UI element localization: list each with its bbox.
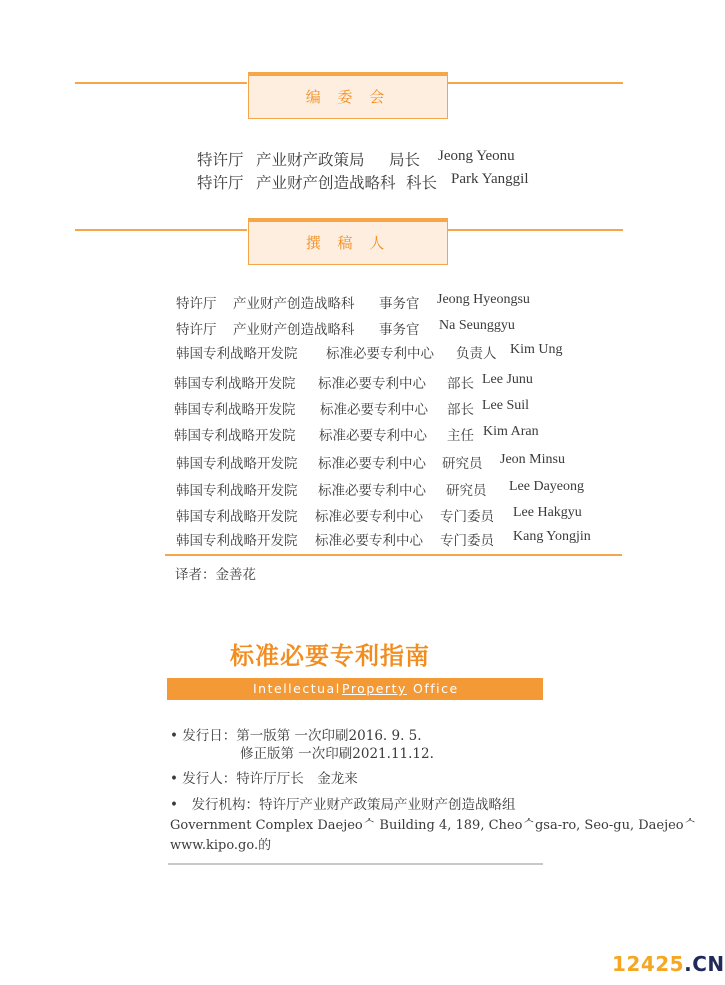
publication-title: 标准必要专利指南 xyxy=(230,642,430,670)
ipo-banner: Intellectual Property Office xyxy=(167,678,543,700)
publication-bottom-rule xyxy=(168,863,543,865)
top-rule-right xyxy=(448,82,623,84)
writer-row: 韩国专利战略开发院 标准必要专利中心 主任 Kim Aran xyxy=(174,424,539,444)
website: www.kipo.go.的 xyxy=(170,838,272,853)
publisher: • 发行人：特许厅厅长 金龙来 xyxy=(170,771,358,787)
editor-row: 特许厅 产业财产政策局 局长 Jeong Yeonu xyxy=(197,148,515,169)
editorial-heading: 编 委 会 xyxy=(248,72,448,119)
writer-row: 特许厅 产业财产创造战略科 事务官 Jeong Hyeongsu xyxy=(176,292,530,312)
agency: • 发行机构：特许厅产业财产政策局产业财产创造战略组 xyxy=(170,797,516,813)
writers-heading: 撰 稿 人 xyxy=(248,218,448,265)
writer-row: 特许厅 产业财产创造战略科 事务官 Na Seunggyu xyxy=(176,318,515,338)
address: Government Complex Daejeoᄉ Building 4, 189, Cheoᄉgsa-ro, Seo-gu, Daejeoᄉ xyxy=(170,818,697,833)
writer-row: 韩国专利战略开发院 标准必要专利中心 部长 Lee Junu xyxy=(174,372,533,392)
writer-row: 韩国专利战略开发院 标准必要专利中心 研究员 Jeon Minsu xyxy=(176,452,565,472)
writer-row: 韩国专利战略开发院 标准必要专利中心 部长 Lee Suil xyxy=(174,398,530,418)
site-watermark: 12425.CN xyxy=(612,952,725,976)
writers-rule-left xyxy=(75,229,247,231)
writer-row: 韩国专利战略开发院 标准必要专利中心 研究员 Lee Dayeong xyxy=(176,479,585,499)
writers-rule-right xyxy=(448,229,623,231)
writer-row: 韩国专利战略开发院 标准必要专利中心 专门委员 Kang Yongjin xyxy=(176,529,591,549)
writer-row: 韩国专利战略开发院 标准必要专利中心 专门委员 Lee Hakgyu xyxy=(176,505,582,525)
writer-row: 韩国专利战略开发院 标准必要专利中心 负责人 Kim Ung xyxy=(176,342,563,362)
release-date: • 发行日：第一版第 一次印刷2016. 9. 5. xyxy=(170,728,422,744)
writers-bottom-rule xyxy=(165,554,622,556)
release-revised: 修正版第 一次印刷2021.11.12. xyxy=(240,746,434,762)
top-rule-left xyxy=(75,82,247,84)
translator: 译者：金善花 xyxy=(175,567,256,583)
editor-row: 特许厅 产业财产创造战略科 科长 Park Yanggil xyxy=(197,171,529,192)
